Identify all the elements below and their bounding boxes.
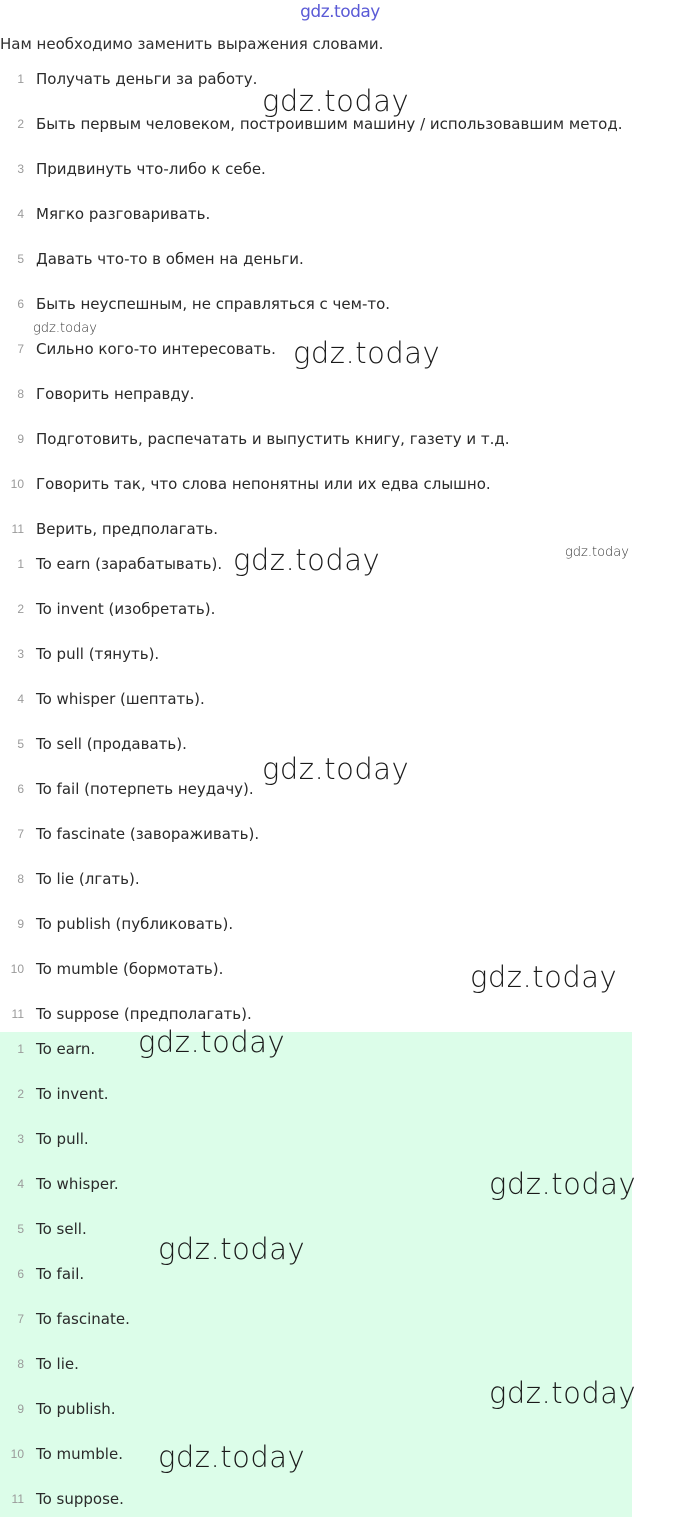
item-number: 9 — [17, 917, 24, 931]
item-text: Мягко разговаривать. — [36, 205, 211, 223]
item-text: To publish. — [36, 1400, 116, 1418]
item-number: 10 — [10, 477, 24, 491]
item-text: To invent. — [36, 1085, 109, 1103]
item-text: Верить, предполагать. — [36, 520, 219, 538]
item-text: To mumble. — [36, 1445, 123, 1463]
item-number: 10 — [10, 1447, 24, 1461]
item-text: Сильно кого-то интересовать. — [36, 340, 276, 358]
item-text: Подготовить, распечатать и выпустить книгу, газету и т.д. — [36, 430, 510, 448]
watermark: gdz.today — [262, 84, 410, 118]
watermark: gdz.today — [33, 321, 97, 336]
answers-list — [0, 1032, 632, 1517]
item-number: 5 — [17, 252, 24, 266]
item-text: To fascinate (завораживать). — [36, 825, 260, 843]
watermark: gdz.today — [489, 1376, 637, 1410]
item-number: 6 — [17, 782, 24, 796]
item-number: 1 — [17, 557, 24, 571]
item-text: To mumble (бормотать). — [36, 960, 224, 978]
item-number: 1 — [17, 1042, 24, 1056]
item-text: Получать деньги за работу. — [36, 70, 258, 88]
watermark: gdz.today — [158, 1440, 306, 1474]
item-text: Давать что-то в обмен на деньги. — [36, 250, 304, 268]
item-text: To whisper. — [36, 1175, 119, 1193]
item-text: Говорить неправду. — [36, 385, 195, 403]
item-text: To earn. — [36, 1040, 96, 1058]
item-text: To lie. — [36, 1355, 79, 1373]
item-text: To lie (лгать). — [36, 870, 140, 888]
item-text: To fascinate. — [36, 1310, 130, 1328]
item-text: To suppose. — [36, 1490, 124, 1508]
item-number: 4 — [17, 1177, 24, 1191]
item-text: To earn (зарабатывать). — [36, 555, 223, 573]
item-text: To invent (изобретать). — [36, 600, 216, 618]
item-number: 11 — [11, 1492, 24, 1506]
item-number: 1 — [17, 72, 24, 86]
definitions-list — [0, 68, 680, 543]
item-number: 9 — [17, 432, 24, 446]
item-number: 5 — [17, 737, 24, 751]
item-text: Придвинуть что-либо к себе. — [36, 160, 266, 178]
item-text: Быть первым человеком, построившим машину / использовавшим метод. — [36, 115, 623, 133]
item-text: Быть неуспешным, не справляться с чем-то. — [36, 295, 391, 313]
item-number: 11 — [11, 1007, 24, 1021]
item-text: To sell (продавать). — [36, 735, 187, 753]
watermark: gdz.today — [293, 336, 441, 370]
item-number: 4 — [17, 207, 24, 221]
task-instruction: Нам необходимо заменить выражения словами. — [0, 35, 384, 53]
item-number: 3 — [17, 1132, 24, 1146]
watermark: gdz.today — [138, 1025, 286, 1059]
item-number: 2 — [17, 1087, 24, 1101]
item-number: 3 — [17, 647, 24, 661]
translations-list — [0, 553, 680, 1028]
watermark: gdz.today — [489, 1167, 637, 1201]
item-text: To pull (тянуть). — [36, 645, 160, 663]
site-watermark-header: gdz.today — [300, 2, 380, 22]
item-number: 8 — [17, 1357, 24, 1371]
item-number: 7 — [17, 1312, 24, 1326]
item-text: To whisper (шептать). — [36, 690, 205, 708]
item-text: Говорить так, что слова непонятны или их едва слышно. — [36, 475, 491, 493]
item-number: 7 — [17, 827, 24, 841]
item-text: To fail. — [36, 1265, 85, 1283]
item-text: To suppose (предполагать). — [36, 1005, 252, 1023]
item-text: To fail (потерпеть неудачу). — [36, 780, 254, 798]
item-number: 4 — [17, 692, 24, 706]
item-number: 10 — [10, 962, 24, 976]
watermark: gdz.today — [233, 543, 381, 577]
item-number: 8 — [17, 872, 24, 886]
item-number: 6 — [17, 297, 24, 311]
item-text: To pull. — [36, 1130, 89, 1148]
watermark: gdz.today — [565, 545, 629, 560]
item-number: 2 — [17, 117, 24, 131]
watermark: gdz.today — [470, 960, 618, 994]
item-number: 5 — [17, 1222, 24, 1236]
item-text: To sell. — [36, 1220, 87, 1238]
item-number: 7 — [17, 342, 24, 356]
item-number: 9 — [17, 1402, 24, 1416]
item-number: 6 — [17, 1267, 24, 1281]
watermark: gdz.today — [262, 752, 410, 786]
item-text: To publish (публиковать). — [36, 915, 234, 933]
item-number: 3 — [17, 162, 24, 176]
watermark: gdz.today — [158, 1232, 306, 1266]
item-number: 2 — [17, 602, 24, 616]
item-number: 8 — [17, 387, 24, 401]
item-number: 11 — [11, 522, 24, 536]
